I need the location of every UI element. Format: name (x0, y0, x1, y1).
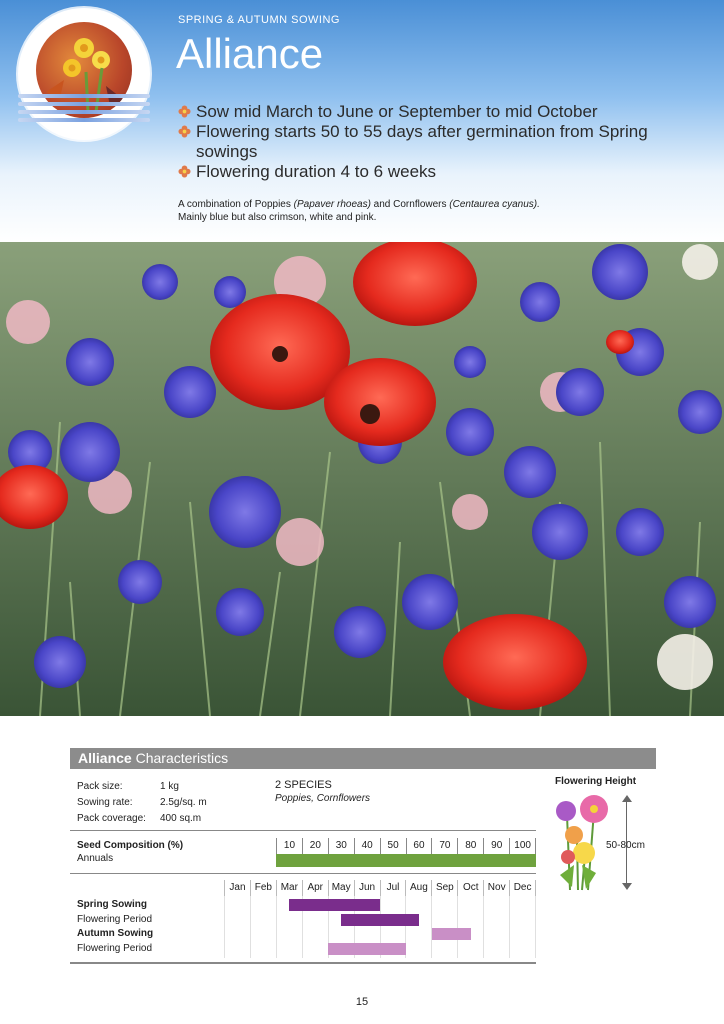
sowing-rate-value: 2.5g/sq. m (160, 797, 207, 808)
divider (70, 830, 536, 831)
calendar-row-label: Flowering Period (77, 913, 153, 925)
feature-item (178, 162, 698, 182)
pack-values (160, 779, 207, 827)
page-number: 15 (355, 996, 369, 1008)
flowering-height-title: Flowering Height (555, 776, 637, 787)
mix-description: A combination of Poppies (Papaver rhoeas) and Cornflowers (Centaurea cyanus). Mainly blue but also crimson, white and pink. (178, 199, 540, 223)
feature-list (178, 102, 698, 182)
scale-tick: 30 (328, 838, 354, 854)
scale-tick: 70 (431, 838, 457, 854)
calendar-row-label: Autumn Sowing (77, 928, 154, 939)
month-label: Feb (250, 880, 276, 896)
seed-composition-label: Seed Composition (%) (77, 840, 184, 851)
calendar-months (224, 880, 536, 896)
calendar-row-label: Flowering Period (77, 942, 153, 954)
month-label: Jul (380, 880, 406, 896)
month-label: Sep (431, 880, 457, 896)
calendar-period-bar (328, 943, 406, 955)
composition-scale (276, 838, 536, 854)
flowering-height-range: 50-80cm (606, 840, 645, 851)
brand-logo (18, 8, 150, 140)
scale-tick: 90 (483, 838, 509, 854)
calendar-period-bar (341, 914, 419, 926)
arrow-up-icon (622, 795, 632, 802)
annuals-label: Annuals (77, 853, 114, 864)
month-label: Aug (405, 880, 431, 896)
scale-tick: 40 (354, 838, 380, 854)
pack-coverage-value: 400 sq.m (160, 813, 202, 824)
month-label: Jan (224, 880, 250, 896)
scale-tick: 60 (406, 838, 432, 854)
scale-tick: 50 (380, 838, 406, 854)
month-label: May (328, 880, 354, 896)
pack-labels (77, 779, 146, 827)
scale-tick: 80 (457, 838, 483, 854)
feature-item (178, 102, 698, 122)
feature-item (178, 122, 698, 162)
flower-bouquet-icon (552, 795, 614, 891)
pack-size-label: Pack size: (77, 781, 123, 792)
month-label: Apr (302, 880, 328, 896)
section-subtitle: SPRING & AUTUMN SOWING (178, 14, 340, 26)
species-count: 2 SPECIES (275, 779, 332, 791)
feature-text: Sow mid March to June or September to mid October (196, 102, 598, 121)
flower-photo (0, 242, 724, 716)
month-label: Nov (483, 880, 509, 896)
pack-size-value: 1 kg (160, 781, 179, 792)
flower-bullet-icon (178, 165, 191, 178)
annuals-bar (276, 854, 536, 867)
divider (70, 962, 536, 964)
feature-text: Flowering duration 4 to 6 weeks (196, 162, 437, 181)
month-label: Mar (276, 880, 302, 896)
feature-text: Flowering starts 50 to 55 days after germination from Spring sowings (196, 122, 648, 161)
calendar-row-label: Spring Sowing (77, 899, 147, 910)
scale-tick: 10 (276, 838, 302, 854)
species-names: Poppies, Cornflowers (275, 793, 371, 804)
flower-bullet-icon (178, 125, 191, 138)
month-label: Jun (354, 880, 380, 896)
page-title: Alliance (176, 30, 324, 77)
divider (70, 873, 536, 874)
species-info (275, 779, 370, 805)
scale-tick: 20 (302, 838, 328, 854)
pack-coverage-label: Pack coverage: (77, 813, 146, 824)
calendar-period-bar (289, 899, 380, 911)
flower-bullet-icon (178, 105, 191, 118)
calendar-period-bar (432, 928, 471, 940)
scale-tick: 100 (509, 838, 536, 854)
header-banner (0, 0, 724, 242)
sowing-rate-label: Sowing rate: (77, 797, 133, 808)
arrow-down-icon (622, 883, 632, 890)
logo-stripes (18, 94, 150, 134)
month-label: Oct (457, 880, 483, 896)
month-label: Dec (509, 880, 536, 896)
characteristics-header: Alliance Characteristics (70, 748, 656, 769)
